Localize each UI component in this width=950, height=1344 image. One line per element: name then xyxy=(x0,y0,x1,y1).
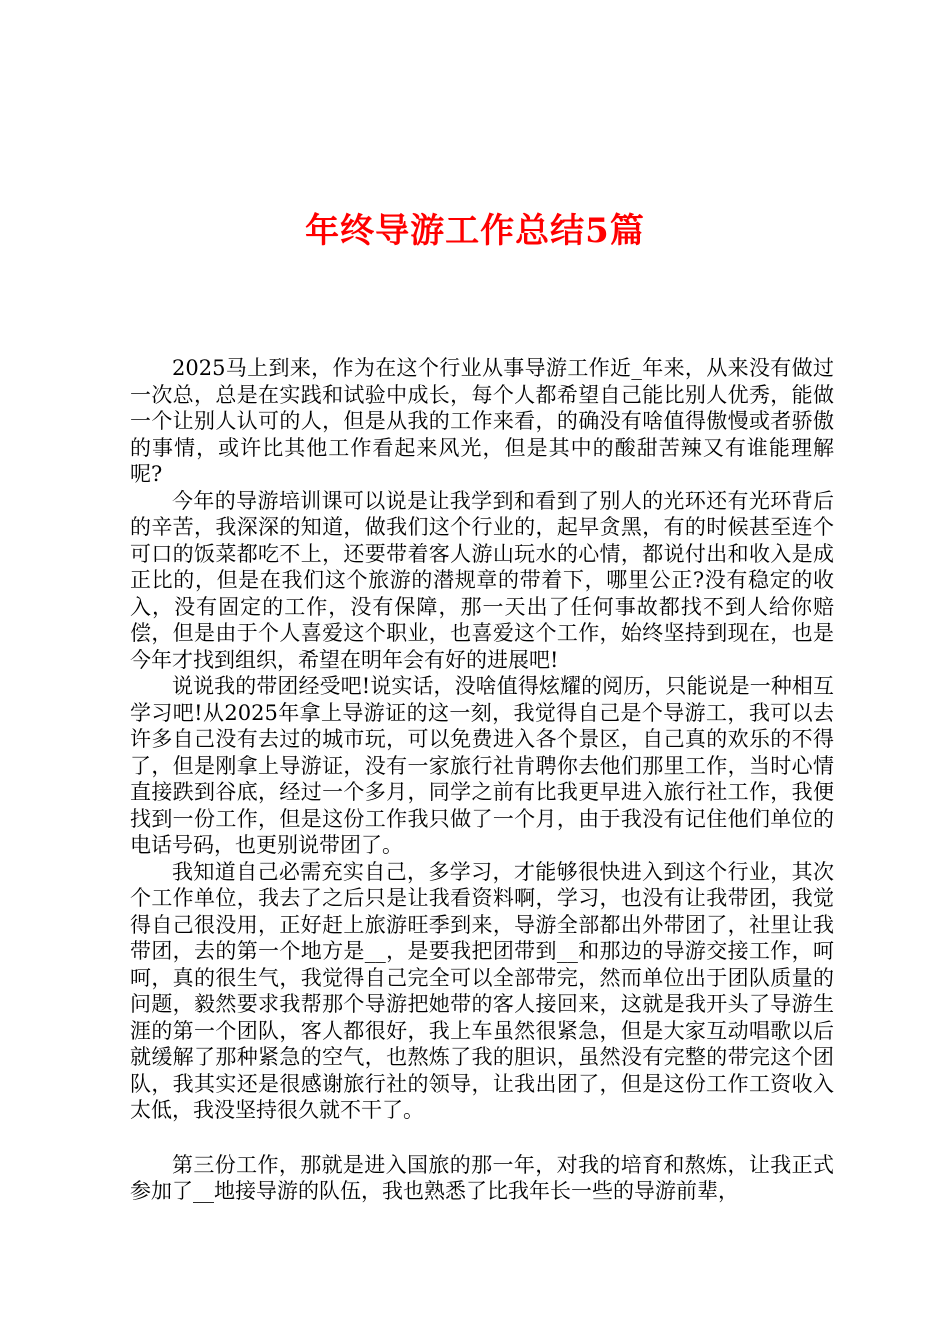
paragraph-1: 2025马上到来，作为在这个行业从事导游工作近_年来，从来没有做过一次总，总是在实践和试验中成长，每个人都希望自己能比别人优秀，能做一个让别人认可的人，但是从我的工作来看，的确没有啥值得傲慢或者骄傲的事情，或许比其他工作看起来风光，但是其中的酸甜苦辣又有谁能理解呢? xyxy=(130,356,834,486)
paragraph-5: 第三份工作，那就是进入国旅的那一年，对我的培育和熬炼，让我正式参加了__地接导游的队伍，我也熟悉了比我年长一些的导游前辈， xyxy=(130,1152,834,1203)
paragraph-4: 我知道自己必需充实自己，多学习，才能够很快进入到这个行业，其次个工作单位，我去了之后只是让我看资料啊，学习，也没有让我带团，我觉得自己很没用，正好赶上旅游旺季到来，导游全部都出外带团了，社里让我带团，去的第一个地方是__，是要我把团带到__和那边的导游交接工作，呵呵，真的很生气，我觉得自己完全可以全部带完，然而单位出于团队质量的问题，毅然要求我帮那个导游把她带的客人接回来，这就是我开头了导游生涯的第一个团队，客人都很好，我上车虽然很紧急，但是大家互动唱歌以后就缓解了那种紧急的空气，也熬炼了我的胆识，虽然没有完整的带完这个团队，我其实还是很感谢旅行社的领导，让我出团了，但是这份工作工资收入太低，我没坚持很久就不干了。 xyxy=(130,859,834,1122)
paragraph-2: 今年的导游培训课可以说是让我学到和看到了别人的光环还有光环背后的辛苦，我深深的知道，做我们这个行业的，起早贪黑，有的时候甚至连个可口的饭菜都吃不上，还要带着客人游山玩水的心情，都说付出和收入是成正比的，但是在我们这个旅游的潜规章的带着下，哪里公正?没有稳定的收入，没有固定的工作，没有保障，那一天出了任何事故都找不到人给你赔偿，但是由于个人喜爱这个职业，也喜爱这个工作，始终坚持到现在，也是今年才找到组织，希望在明年会有好的进展吧! xyxy=(130,488,834,672)
document-body xyxy=(130,355,834,1205)
paragraph-spacer xyxy=(130,1124,834,1152)
document-title: 年终导游工作总结5篇 xyxy=(305,211,645,251)
paragraph-3: 说说我的带团经受吧!说实话，没啥值得炫耀的阅历，只能说是一种相互学习吧!从2025年拿上导游证的这一刻，我觉得自己是个导游工，我可以去许多自己没有去过的城市玩，可以免费进入各个景区，自己真的欢乐的不得了，但是刚拿上导游证，没有一家旅行社肯聘你去他们那里工作，当时心情直接跌到谷底，经过一个多月，同学之前有比我更早进入旅行社工作，我便找到一份工作，但是这份工作我只做了一个月，由于我没有记住他们单位的电话号码，也更别说带团了。 xyxy=(130,674,834,857)
